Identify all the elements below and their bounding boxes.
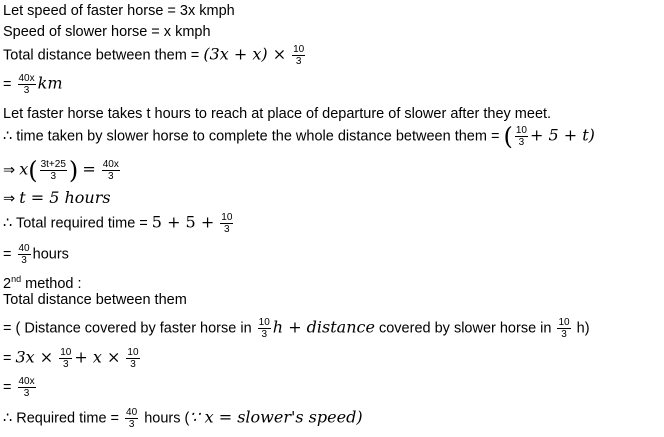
- line-required-time: [3, 407, 363, 430]
- text: Let faster horse takes t hours to reach at place of departure of slower after they meet.: [3, 106, 552, 122]
- line-distance-expression: [3, 347, 142, 370]
- numerator: 40x: [18, 376, 35, 387]
- numerator: 40x: [102, 159, 119, 170]
- line-total-time: [3, 212, 235, 235]
- equals: =: [82, 159, 96, 179]
- text: h): [572, 320, 590, 337]
- denominator: 3: [295, 56, 302, 67]
- line-slower-speed: [3, 23, 211, 41]
- math-expression: 5 + 5 +: [151, 212, 215, 232]
- text: ∴ Total required time =: [3, 215, 152, 232]
- fraction: [18, 73, 36, 96]
- line-total-distance-heading: [3, 291, 187, 309]
- numerator: 10: [515, 125, 527, 136]
- denominator: 3: [518, 137, 525, 148]
- fraction: [557, 317, 570, 340]
- text: ∴ time taken by slower horse to complete the whole distance between them =: [3, 128, 504, 145]
- fraction: [126, 347, 139, 370]
- line-time-slower: [3, 122, 595, 151]
- text: method :: [21, 275, 82, 292]
- numerator: 40x: [18, 73, 35, 84]
- line-total-time-result: [3, 243, 69, 266]
- math-expression: h + distance: [272, 317, 375, 337]
- math-expression: t = 5 hours: [19, 188, 111, 207]
- paren-close: ): [68, 156, 79, 185]
- text: 2: [3, 275, 12, 292]
- denominator: 3: [23, 85, 30, 96]
- equals: =: [3, 76, 12, 93]
- superscript: nd: [11, 274, 22, 284]
- math-expression: + 5 + t): [529, 125, 595, 145]
- equals: =: [3, 379, 12, 396]
- paren: (: [28, 156, 38, 185]
- line-assumption: [3, 105, 551, 123]
- fraction: [258, 317, 271, 340]
- line-distance-result: [3, 73, 63, 96]
- line-total-distance: [3, 44, 307, 67]
- numerator: 10: [221, 212, 233, 223]
- numerator: 40: [18, 243, 30, 254]
- fraction: [220, 212, 233, 235]
- numerator: 3t+25: [40, 159, 66, 170]
- text: Speed of slower horse = x kmph: [3, 24, 211, 40]
- numerator: 40: [126, 407, 138, 418]
- var-x: x: [19, 159, 29, 179]
- denominator: 3: [63, 359, 69, 370]
- fraction: [18, 376, 36, 399]
- denominator: 3: [561, 329, 567, 340]
- line-faster-speed: [3, 2, 235, 20]
- text: ∴ Required time =: [3, 410, 124, 427]
- text: Let speed of faster horse = 3x kmph: [3, 3, 235, 19]
- denominator: 3: [23, 388, 30, 399]
- denominator: 3: [128, 419, 135, 430]
- math-expression: (3x + x) ×: [203, 44, 287, 64]
- math-expression: + x ×: [74, 347, 121, 367]
- numerator: 10: [60, 347, 72, 358]
- text: covered by slower horse in: [374, 320, 556, 337]
- line-distance-sum: [3, 317, 590, 340]
- numerator: 10: [558, 317, 570, 328]
- line-second-method: [3, 270, 82, 293]
- math-expression: 3x ×: [15, 347, 54, 367]
- unit-hours: hours: [32, 246, 69, 263]
- implies: ⇒: [3, 162, 16, 179]
- fraction: [40, 159, 67, 182]
- math-expression: ∵ x = slower's speed): [189, 407, 363, 427]
- denominator: 3: [108, 171, 114, 182]
- numerator: 10: [127, 347, 139, 358]
- numerator: 10: [293, 44, 305, 55]
- unit-km: km: [37, 73, 63, 93]
- fraction: [59, 347, 72, 370]
- denominator: 3: [21, 255, 27, 266]
- equals: =: [3, 350, 12, 367]
- line-equation: [3, 156, 122, 185]
- fraction: [125, 407, 138, 430]
- denominator: 3: [261, 329, 268, 340]
- line-distance-result-2: [3, 376, 38, 399]
- text: = ( Distance covered by faster horse in: [3, 320, 256, 337]
- line-t-value: [3, 189, 111, 208]
- text: Total distance between them =: [3, 47, 204, 64]
- numerator: 10: [258, 317, 270, 328]
- equals: =: [3, 246, 12, 263]
- denominator: 3: [224, 224, 230, 235]
- fraction: [102, 159, 120, 182]
- fraction: [18, 243, 31, 266]
- implies: ⇒: [3, 191, 16, 207]
- text: hours (: [140, 410, 190, 427]
- fraction: [292, 44, 305, 67]
- fraction: [515, 125, 528, 148]
- denominator: 3: [130, 359, 136, 370]
- text: Total distance between them: [3, 292, 187, 308]
- denominator: 3: [50, 171, 57, 182]
- paren: (: [503, 122, 513, 151]
